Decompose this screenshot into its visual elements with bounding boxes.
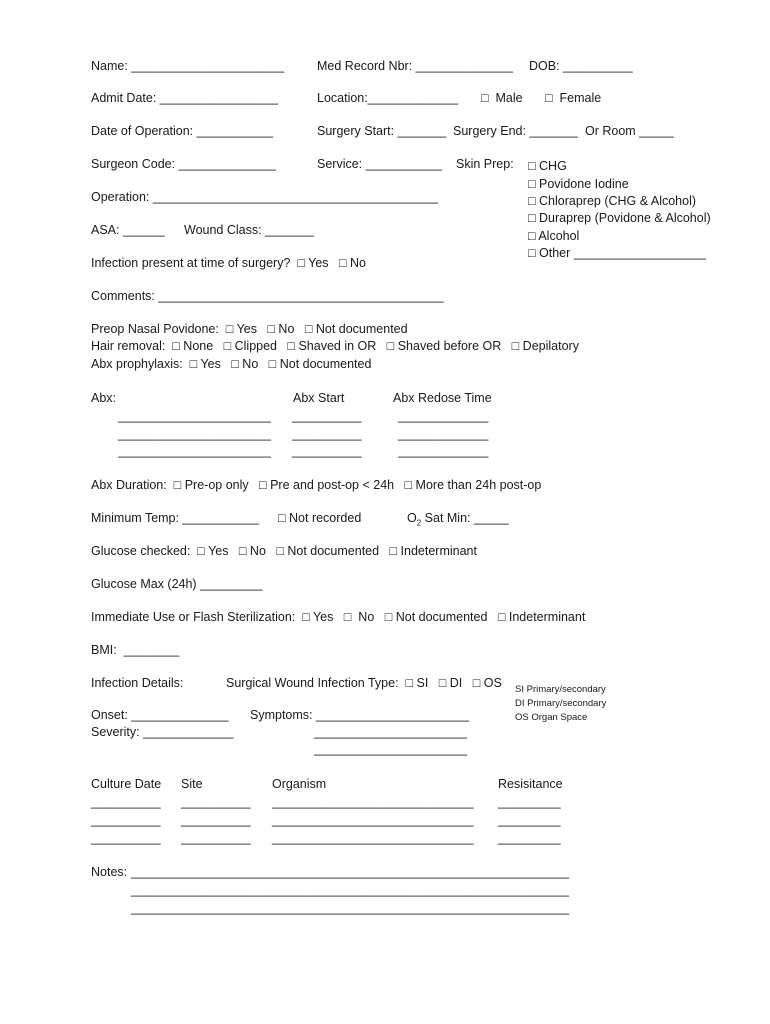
infection-type-legend: OS Organ Space bbox=[515, 712, 588, 723]
abx-name-line[interactable]: ______________________ bbox=[118, 427, 271, 441]
preop-nasal-question[interactable]: Preop Nasal Povidone: □ Yes □ No □ Not documented bbox=[91, 322, 408, 336]
bmi-field[interactable]: BMI: ________ bbox=[91, 643, 180, 657]
site-line[interactable]: __________ bbox=[181, 831, 251, 845]
o2-prefix: O bbox=[407, 511, 417, 525]
abx-start-line[interactable]: __________ bbox=[292, 427, 362, 441]
onset-field[interactable]: Onset: ______________ bbox=[91, 708, 229, 722]
resistance-line[interactable]: _________ bbox=[498, 831, 561, 845]
abx-start-header: Abx Start bbox=[293, 391, 345, 405]
abx-redose-header: Abx Redose Time bbox=[393, 391, 492, 405]
service-field[interactable]: Service: ___________ bbox=[317, 157, 443, 171]
minimum-temp-field[interactable]: Minimum Temp: ___________ bbox=[91, 511, 259, 525]
organism-line[interactable]: _____________________________ bbox=[272, 831, 474, 845]
female-checkbox[interactable]: □ Female bbox=[545, 91, 602, 105]
skin-prep-option[interactable]: □ Duraprep (Povidone & Alcohol) bbox=[528, 211, 711, 225]
skin-prep-option[interactable]: □ CHG bbox=[528, 159, 567, 173]
flash-sterilization-question[interactable]: Immediate Use or Flash Sterilization: □ Yes □ No □ Not documented □ Indeterminant bbox=[91, 610, 586, 624]
infection-type-legend: SI Primary/secondary bbox=[515, 684, 606, 695]
abx-label: Abx: bbox=[91, 391, 117, 405]
abx-start-line[interactable]: __________ bbox=[292, 409, 362, 423]
notes-label: Notes: bbox=[91, 865, 128, 879]
resistance-header: Resisitance bbox=[498, 777, 563, 791]
culture-date-header: Culture Date bbox=[91, 777, 162, 791]
symptoms-field[interactable]: Symptoms: ______________________ bbox=[250, 708, 469, 722]
abx-duration-question[interactable]: Abx Duration: □ Pre-op only □ Pre and post-op < 24h □ More than 24h post-op bbox=[91, 478, 542, 492]
symptoms-line[interactable]: ______________________ bbox=[314, 725, 467, 739]
infection-type-legend: DI Primary/secondary bbox=[515, 698, 607, 709]
o2-sat-min-field[interactable] bbox=[407, 511, 509, 531]
skin-prep-option[interactable]: □ Alcohol bbox=[528, 229, 580, 243]
glucose-max-field[interactable]: Glucose Max (24h) _________ bbox=[91, 577, 263, 591]
hair-removal-question[interactable]: Hair removal: □ None □ Clipped □ Shaved in OR □ Shaved before OR □ Depilatory bbox=[91, 339, 579, 353]
skin-prep-option[interactable]: □ Povidone Iodine bbox=[528, 177, 629, 191]
abx-prophylaxis-question[interactable]: Abx prophylaxis: □ Yes □ No □ Not documented bbox=[91, 357, 372, 371]
site-header: Site bbox=[181, 777, 203, 791]
male-checkbox[interactable]: □ Male bbox=[481, 91, 523, 105]
culture-date-line[interactable]: __________ bbox=[91, 831, 161, 845]
abx-name-line[interactable]: ______________________ bbox=[118, 444, 271, 458]
dob-field[interactable]: DOB: __________ bbox=[529, 59, 633, 73]
surgery-start-field[interactable]: Surgery Start: _______ bbox=[317, 124, 447, 138]
wound-infection-type-question[interactable]: Surgical Wound Infection Type: □ SI □ DI □ OS bbox=[226, 676, 502, 690]
med-record-field[interactable]: Med Record Nbr: ______________ bbox=[317, 59, 513, 73]
abx-start-line[interactable]: __________ bbox=[292, 444, 362, 458]
abx-name-line[interactable]: ______________________ bbox=[118, 409, 271, 423]
or-room-field[interactable]: Or Room _____ bbox=[585, 124, 674, 138]
location-field[interactable]: Location:_____________ bbox=[317, 91, 459, 105]
comments-field[interactable]: Comments: _________________________________________ bbox=[91, 289, 444, 303]
organism-line[interactable]: _____________________________ bbox=[272, 795, 474, 809]
notes-line[interactable]: _______________________________________________________________ bbox=[131, 883, 569, 897]
glucose-checked-question[interactable]: Glucose checked: □ Yes □ No □ Not documented □ Indeterminant bbox=[91, 544, 477, 558]
resistance-line[interactable]: _________ bbox=[498, 795, 561, 809]
culture-date-line[interactable]: __________ bbox=[91, 795, 161, 809]
not-recorded-checkbox[interactable]: □ Not recorded bbox=[278, 511, 362, 525]
culture-date-line[interactable]: __________ bbox=[91, 813, 161, 827]
o2-subscript: 2 bbox=[416, 518, 422, 528]
operation-field[interactable]: Operation: _________________________________________ bbox=[91, 190, 438, 204]
surgery-end-field[interactable]: Surgery End: _______ bbox=[453, 124, 579, 138]
name-field[interactable]: Name: ______________________ bbox=[91, 59, 285, 73]
asa-field[interactable]: ASA: ______ bbox=[91, 223, 165, 237]
notes-line[interactable]: _______________________________________________________________ bbox=[131, 865, 569, 879]
date-of-operation-field[interactable]: Date of Operation: ___________ bbox=[91, 124, 274, 138]
organism-line[interactable]: _____________________________ bbox=[272, 813, 474, 827]
o2-suffix: Sat Min: _____ bbox=[421, 511, 509, 525]
symptoms-line[interactable]: ______________________ bbox=[314, 742, 467, 756]
skin-prep-label: Skin Prep: bbox=[456, 157, 514, 171]
infection-present-question[interactable]: Infection present at time of surgery? □ Yes □ No bbox=[91, 256, 366, 270]
skin-prep-option[interactable]: □ Other ___________________ bbox=[528, 246, 706, 260]
organism-header: Organism bbox=[272, 777, 327, 791]
wound-class-field[interactable]: Wound Class: _______ bbox=[184, 223, 314, 237]
resistance-line[interactable]: _________ bbox=[498, 813, 561, 827]
skin-prep-option[interactable]: □ Chloraprep (CHG & Alcohol) bbox=[528, 194, 697, 208]
infection-details-label: Infection Details: bbox=[91, 676, 184, 690]
admit-date-field[interactable]: Admit Date: _________________ bbox=[91, 91, 278, 105]
abx-redose-line[interactable]: _____________ bbox=[398, 444, 489, 458]
notes-line[interactable]: _______________________________________________________________ bbox=[131, 901, 569, 915]
site-line[interactable]: __________ bbox=[181, 795, 251, 809]
surgeon-code-field[interactable]: Surgeon Code: ______________ bbox=[91, 157, 276, 171]
abx-redose-line[interactable]: _____________ bbox=[398, 409, 489, 423]
abx-redose-line[interactable]: _____________ bbox=[398, 427, 489, 441]
severity-field[interactable]: Severity: _____________ bbox=[91, 725, 234, 739]
site-line[interactable]: __________ bbox=[181, 813, 251, 827]
